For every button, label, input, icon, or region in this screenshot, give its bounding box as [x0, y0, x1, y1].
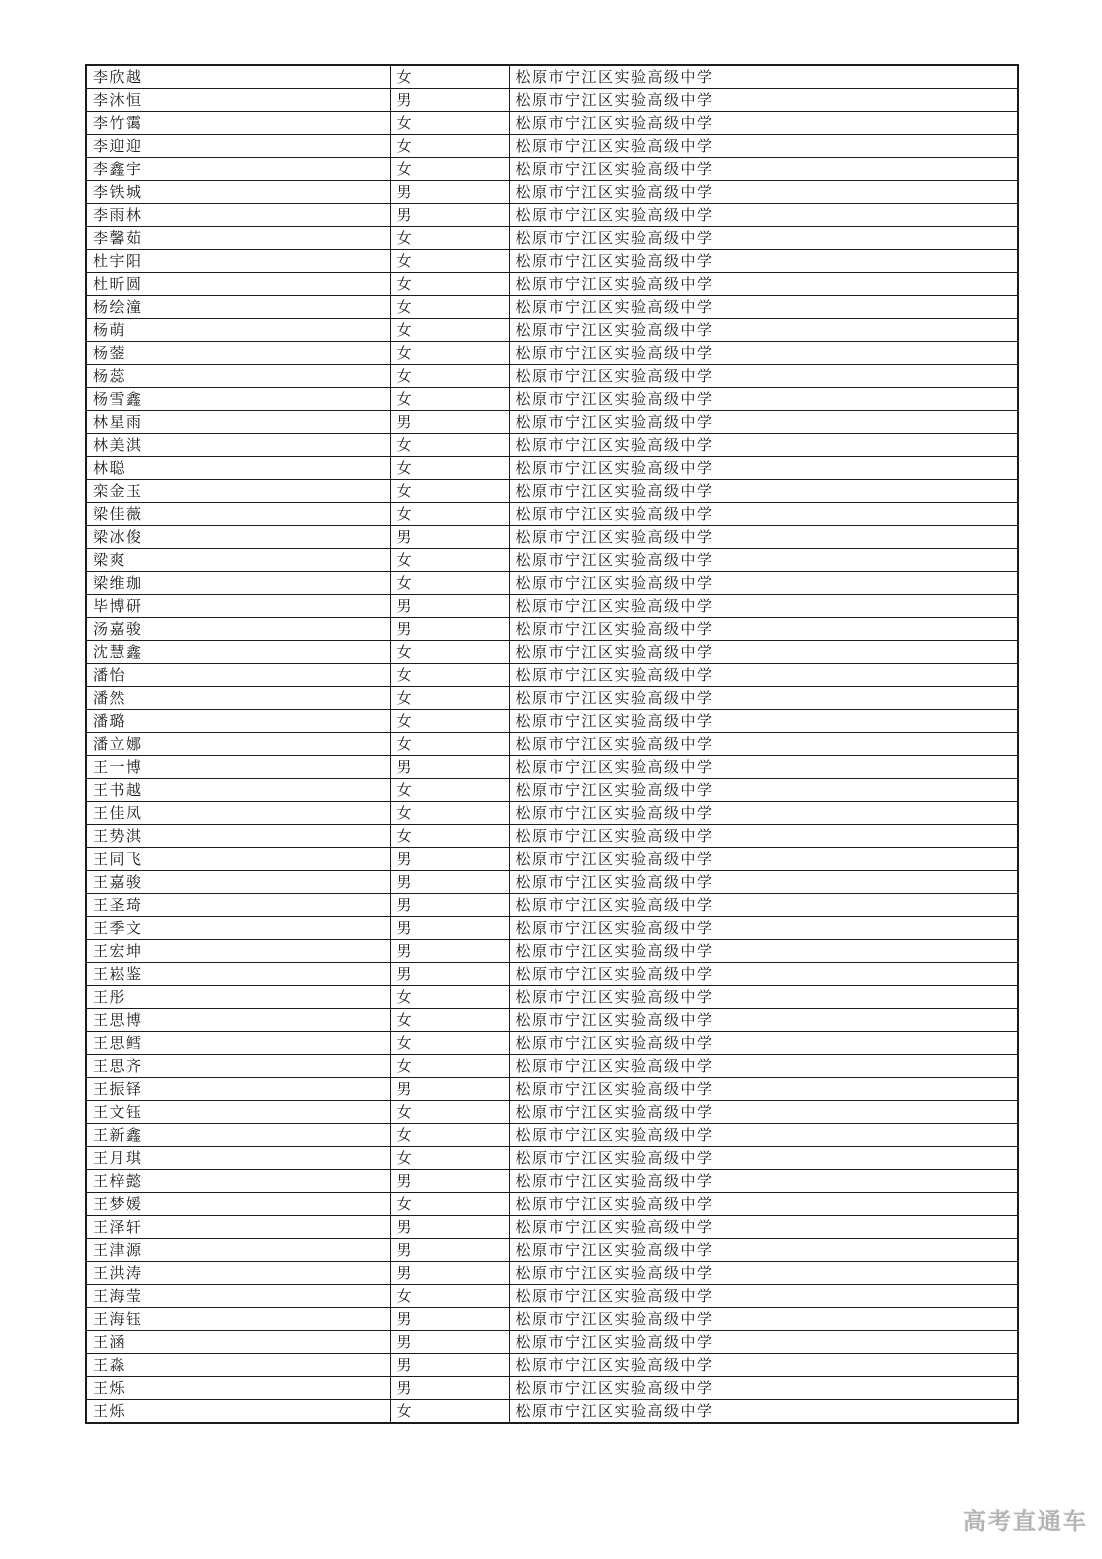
cell-gender: 男 [390, 1170, 509, 1193]
cell-name: 沈慧鑫 [86, 641, 390, 664]
cell-gender: 男 [390, 917, 509, 940]
table-row [86, 480, 1018, 503]
cell-name: 李馨茹 [86, 227, 390, 250]
student-roster-table [85, 64, 1019, 1424]
cell-name: 王振铎 [86, 1078, 390, 1101]
cell-name: 王海钰 [86, 1308, 390, 1331]
cell-gender: 女 [390, 779, 509, 802]
cell-school: 松原市宁江区实验高级中学 [509, 572, 1018, 595]
cell-gender: 女 [390, 986, 509, 1009]
cell-gender: 男 [390, 1331, 509, 1354]
cell-school: 松原市宁江区实验高级中学 [509, 1032, 1018, 1055]
cell-school: 松原市宁江区实验高级中学 [509, 871, 1018, 894]
cell-name: 王思博 [86, 1009, 390, 1032]
cell-school: 松原市宁江区实验高级中学 [509, 411, 1018, 434]
table-row [86, 296, 1018, 319]
table-row [86, 779, 1018, 802]
table-row [86, 250, 1018, 273]
cell-name: 王烁 [86, 1377, 390, 1400]
table-row [86, 319, 1018, 342]
table-row [86, 618, 1018, 641]
cell-school: 松原市宁江区实验高级中学 [509, 181, 1018, 204]
cell-school: 松原市宁江区实验高级中学 [509, 710, 1018, 733]
cell-name: 王洪涛 [86, 1262, 390, 1285]
cell-gender: 女 [390, 549, 509, 572]
cell-school: 松原市宁江区实验高级中学 [509, 756, 1018, 779]
cell-gender: 女 [390, 457, 509, 480]
cell-name: 王宏坤 [86, 940, 390, 963]
cell-name: 杜宇阳 [86, 250, 390, 273]
cell-gender: 女 [390, 641, 509, 664]
cell-school: 松原市宁江区实验高级中学 [509, 641, 1018, 664]
cell-school: 松原市宁江区实验高级中学 [509, 273, 1018, 296]
cell-name: 王嘉骏 [86, 871, 390, 894]
cell-school: 松原市宁江区实验高级中学 [509, 664, 1018, 687]
cell-school: 松原市宁江区实验高级中学 [509, 158, 1018, 181]
cell-school: 松原市宁江区实验高级中学 [509, 1400, 1018, 1424]
watermark-gaokao-zhitongche: 高考直通车 [963, 1509, 1088, 1535]
cell-gender: 女 [390, 273, 509, 296]
cell-name: 李雨林 [86, 204, 390, 227]
cell-name: 王文钰 [86, 1101, 390, 1124]
table-row [86, 135, 1018, 158]
table-row [86, 710, 1018, 733]
cell-school: 松原市宁江区实验高级中学 [509, 1308, 1018, 1331]
cell-gender: 男 [390, 1262, 509, 1285]
table-row [86, 802, 1018, 825]
cell-school: 松原市宁江区实验高级中学 [509, 687, 1018, 710]
table-row [86, 1354, 1018, 1377]
cell-gender: 女 [390, 1055, 509, 1078]
cell-name: 李铁城 [86, 181, 390, 204]
cell-name: 李竹霭 [86, 112, 390, 135]
cell-name: 王淼 [86, 1354, 390, 1377]
cell-school: 松原市宁江区实验高级中学 [509, 894, 1018, 917]
table-row [86, 434, 1018, 457]
cell-name: 潘璐 [86, 710, 390, 733]
table-row [86, 1124, 1018, 1147]
cell-school: 松原市宁江区实验高级中学 [509, 595, 1018, 618]
cell-gender: 男 [390, 963, 509, 986]
table-row [86, 1331, 1018, 1354]
table-row [86, 549, 1018, 572]
student-roster-body [86, 65, 1018, 1423]
table-row [86, 871, 1018, 894]
cell-name: 潘立娜 [86, 733, 390, 756]
table-row [86, 1032, 1018, 1055]
table-row [86, 940, 1018, 963]
cell-gender: 男 [390, 181, 509, 204]
cell-school: 松原市宁江区实验高级中学 [509, 802, 1018, 825]
cell-school: 松原市宁江区实验高级中学 [509, 1331, 1018, 1354]
cell-gender: 男 [390, 618, 509, 641]
cell-school: 松原市宁江区实验高级中学 [509, 503, 1018, 526]
cell-school: 松原市宁江区实验高级中学 [509, 65, 1018, 89]
cell-gender: 女 [390, 802, 509, 825]
cell-gender: 男 [390, 1377, 509, 1400]
table-row [86, 894, 1018, 917]
cell-school: 松原市宁江区实验高级中学 [509, 342, 1018, 365]
cell-gender: 女 [390, 825, 509, 848]
cell-name: 梁冰俊 [86, 526, 390, 549]
cell-school: 松原市宁江区实验高级中学 [509, 1009, 1018, 1032]
cell-school: 松原市宁江区实验高级中学 [509, 1147, 1018, 1170]
table-row [86, 986, 1018, 1009]
cell-name: 王思鳕 [86, 1032, 390, 1055]
cell-gender: 女 [390, 342, 509, 365]
cell-gender: 男 [390, 595, 509, 618]
cell-school: 松原市宁江区实验高级中学 [509, 457, 1018, 480]
cell-gender: 女 [390, 1124, 509, 1147]
table-row [86, 1193, 1018, 1216]
table-row [86, 388, 1018, 411]
cell-name: 林美淇 [86, 434, 390, 457]
cell-gender: 女 [390, 65, 509, 89]
cell-gender: 女 [390, 710, 509, 733]
cell-school: 松原市宁江区实验高级中学 [509, 1262, 1018, 1285]
cell-school: 松原市宁江区实验高级中学 [509, 1354, 1018, 1377]
cell-name: 王津源 [86, 1239, 390, 1262]
table-row [86, 756, 1018, 779]
table-row [86, 825, 1018, 848]
cell-gender: 女 [390, 1285, 509, 1308]
cell-gender: 女 [390, 1009, 509, 1032]
cell-gender: 女 [390, 1400, 509, 1424]
cell-name: 潘怡 [86, 664, 390, 687]
table-row [86, 503, 1018, 526]
cell-name: 毕博研 [86, 595, 390, 618]
cell-school: 松原市宁江区实验高级中学 [509, 963, 1018, 986]
cell-name: 李沐恒 [86, 89, 390, 112]
cell-school: 松原市宁江区实验高级中学 [509, 1055, 1018, 1078]
cell-gender: 女 [390, 250, 509, 273]
cell-gender: 女 [390, 687, 509, 710]
cell-name: 王书越 [86, 779, 390, 802]
cell-school: 松原市宁江区实验高级中学 [509, 1170, 1018, 1193]
cell-name: 杨蕊 [86, 365, 390, 388]
cell-name: 杨绘潼 [86, 296, 390, 319]
cell-name: 王思齐 [86, 1055, 390, 1078]
cell-school: 松原市宁江区实验高级中学 [509, 848, 1018, 871]
cell-school: 松原市宁江区实验高级中学 [509, 434, 1018, 457]
cell-gender: 男 [390, 204, 509, 227]
cell-gender: 男 [390, 871, 509, 894]
cell-school: 松原市宁江区实验高级中学 [509, 1078, 1018, 1101]
cell-name: 栾金玉 [86, 480, 390, 503]
table-row [86, 963, 1018, 986]
cell-name: 王同飞 [86, 848, 390, 871]
cell-gender: 男 [390, 1308, 509, 1331]
cell-name: 汤嘉骏 [86, 618, 390, 641]
table-row [86, 572, 1018, 595]
cell-school: 松原市宁江区实验高级中学 [509, 319, 1018, 342]
table-row [86, 1285, 1018, 1308]
cell-school: 松原市宁江区实验高级中学 [509, 227, 1018, 250]
table-row [86, 181, 1018, 204]
cell-gender: 男 [390, 411, 509, 434]
cell-school: 松原市宁江区实验高级中学 [509, 618, 1018, 641]
cell-school: 松原市宁江区实验高级中学 [509, 89, 1018, 112]
cell-school: 松原市宁江区实验高级中学 [509, 1239, 1018, 1262]
cell-gender: 女 [390, 112, 509, 135]
cell-name: 王崧鉴 [86, 963, 390, 986]
cell-school: 松原市宁江区实验高级中学 [509, 733, 1018, 756]
cell-gender: 女 [390, 733, 509, 756]
cell-name: 林聪 [86, 457, 390, 480]
table-row [86, 1101, 1018, 1124]
cell-gender: 女 [390, 1101, 509, 1124]
table-row [86, 1262, 1018, 1285]
cell-gender: 女 [390, 227, 509, 250]
table-row [86, 273, 1018, 296]
table-row [86, 112, 1018, 135]
cell-school: 松原市宁江区实验高级中学 [509, 526, 1018, 549]
table-row [86, 1308, 1018, 1331]
cell-name: 梁佳薇 [86, 503, 390, 526]
table-row [86, 848, 1018, 871]
cell-school: 松原市宁江区实验高级中学 [509, 1101, 1018, 1124]
cell-school: 松原市宁江区实验高级中学 [509, 1216, 1018, 1239]
cell-school: 松原市宁江区实验高级中学 [509, 296, 1018, 319]
cell-name: 王佳凤 [86, 802, 390, 825]
cell-school: 松原市宁江区实验高级中学 [509, 1377, 1018, 1400]
cell-school: 松原市宁江区实验高级中学 [509, 940, 1018, 963]
cell-school: 松原市宁江区实验高级中学 [509, 825, 1018, 848]
cell-name: 王势淇 [86, 825, 390, 848]
cell-school: 松原市宁江区实验高级中学 [509, 986, 1018, 1009]
cell-gender: 女 [390, 572, 509, 595]
table-row [86, 526, 1018, 549]
table-row [86, 65, 1018, 89]
table-row [86, 641, 1018, 664]
cell-name: 李欣越 [86, 65, 390, 89]
cell-name: 王月琪 [86, 1147, 390, 1170]
cell-gender: 女 [390, 1147, 509, 1170]
cell-gender: 女 [390, 1032, 509, 1055]
table-row [86, 1078, 1018, 1101]
cell-name: 杨蓥 [86, 342, 390, 365]
cell-gender: 女 [390, 158, 509, 181]
table-row [86, 1400, 1018, 1424]
cell-name: 王烁 [86, 1400, 390, 1424]
table-row [86, 227, 1018, 250]
cell-name: 王圣琦 [86, 894, 390, 917]
table-row [86, 1147, 1018, 1170]
cell-gender: 男 [390, 89, 509, 112]
cell-school: 松原市宁江区实验高级中学 [509, 1193, 1018, 1216]
cell-name: 李迎迎 [86, 135, 390, 158]
cell-gender: 男 [390, 1216, 509, 1239]
cell-gender: 男 [390, 894, 509, 917]
table-row [86, 1009, 1018, 1032]
table-row [86, 1055, 1018, 1078]
cell-name: 杨萌 [86, 319, 390, 342]
cell-gender: 女 [390, 388, 509, 411]
cell-name: 王梦媛 [86, 1193, 390, 1216]
table-row [86, 158, 1018, 181]
cell-gender: 女 [390, 503, 509, 526]
cell-gender: 女 [390, 296, 509, 319]
cell-gender: 男 [390, 1354, 509, 1377]
cell-school: 松原市宁江区实验高级中学 [509, 1124, 1018, 1147]
cell-school: 松原市宁江区实验高级中学 [509, 779, 1018, 802]
cell-gender: 男 [390, 1078, 509, 1101]
cell-gender: 女 [390, 480, 509, 503]
table-row [86, 89, 1018, 112]
table-row [86, 1170, 1018, 1193]
table-row [86, 365, 1018, 388]
cell-school: 松原市宁江区实验高级中学 [509, 549, 1018, 572]
cell-school: 松原市宁江区实验高级中学 [509, 388, 1018, 411]
table-row [86, 664, 1018, 687]
cell-name: 王彤 [86, 986, 390, 1009]
cell-gender: 女 [390, 664, 509, 687]
cell-name: 王涵 [86, 1331, 390, 1354]
cell-name: 王泽轩 [86, 1216, 390, 1239]
cell-gender: 女 [390, 135, 509, 158]
cell-name: 梁维珈 [86, 572, 390, 595]
cell-gender: 女 [390, 434, 509, 457]
table-row [86, 687, 1018, 710]
table-row [86, 204, 1018, 227]
cell-name: 王海莹 [86, 1285, 390, 1308]
cell-name: 王梓懿 [86, 1170, 390, 1193]
table-row [86, 411, 1018, 434]
cell-name: 王新鑫 [86, 1124, 390, 1147]
cell-school: 松原市宁江区实验高级中学 [509, 480, 1018, 503]
cell-name: 王季文 [86, 917, 390, 940]
cell-gender: 男 [390, 756, 509, 779]
table-row [86, 342, 1018, 365]
table-row [86, 1216, 1018, 1239]
cell-name: 林星雨 [86, 411, 390, 434]
table-row [86, 917, 1018, 940]
cell-name: 王一博 [86, 756, 390, 779]
cell-gender: 女 [390, 1193, 509, 1216]
table-row [86, 595, 1018, 618]
cell-gender: 男 [390, 526, 509, 549]
cell-name: 梁爽 [86, 549, 390, 572]
cell-name: 杨雪鑫 [86, 388, 390, 411]
cell-school: 松原市宁江区实验高级中学 [509, 204, 1018, 227]
cell-school: 松原市宁江区实验高级中学 [509, 365, 1018, 388]
cell-school: 松原市宁江区实验高级中学 [509, 135, 1018, 158]
cell-school: 松原市宁江区实验高级中学 [509, 1285, 1018, 1308]
cell-name: 杜昕圆 [86, 273, 390, 296]
cell-gender: 女 [390, 319, 509, 342]
cell-gender: 男 [390, 1239, 509, 1262]
table-row [86, 1239, 1018, 1262]
cell-gender: 男 [390, 848, 509, 871]
table-row [86, 457, 1018, 480]
cell-school: 松原市宁江区实验高级中学 [509, 112, 1018, 135]
table-row [86, 733, 1018, 756]
cell-school: 松原市宁江区实验高级中学 [509, 917, 1018, 940]
table-row [86, 1377, 1018, 1400]
cell-school: 松原市宁江区实验高级中学 [509, 250, 1018, 273]
cell-gender: 女 [390, 365, 509, 388]
cell-name: 李鑫宇 [86, 158, 390, 181]
cell-name: 潘然 [86, 687, 390, 710]
cell-gender: 男 [390, 940, 509, 963]
